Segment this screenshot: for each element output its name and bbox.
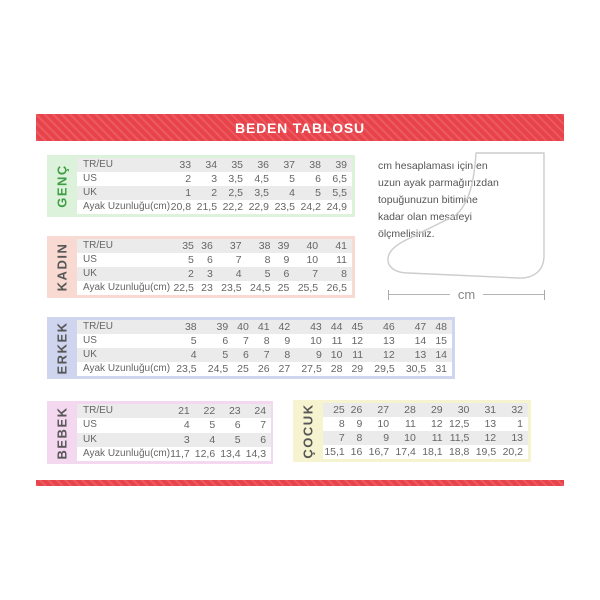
size-cell: 7 [294, 267, 323, 281]
size-cell: 38 [247, 239, 276, 253]
size-cell: 27 [275, 362, 296, 376]
size-cell: 4 [218, 267, 247, 281]
size-cell: 7 [218, 253, 247, 267]
size-cell: 6,5 [326, 172, 352, 186]
size-cell: 26 [254, 362, 275, 376]
size-cell: 9 [350, 417, 368, 431]
size-cell: 10 [295, 334, 327, 348]
size-cell: 20,8 [170, 200, 196, 214]
size-cell: 41 [323, 239, 352, 253]
size-cell: 1 [170, 186, 196, 200]
size-cell: 4 [170, 418, 195, 432]
size-row [77, 200, 352, 214]
size-cell: 12 [347, 334, 368, 348]
size-cell: 23,5 [170, 362, 202, 376]
note-line: kadar olan mesafeyi [378, 211, 472, 223]
row-label: TR/EU [77, 158, 170, 172]
size-cell: 10 [327, 348, 348, 362]
size-cell: 28 [327, 362, 348, 376]
size-cell: 4 [274, 186, 300, 200]
size-cell: 22,2 [222, 200, 248, 214]
size-row [323, 431, 528, 445]
row-label: TR/EU [77, 404, 170, 418]
size-cell: 34 [196, 158, 222, 172]
size-cell: 1 [501, 417, 528, 431]
size-row [323, 445, 528, 459]
size-cell: 14 [431, 348, 452, 362]
size-cell: 12,5 [448, 417, 475, 431]
size-cell: 22,9 [248, 200, 274, 214]
size-cell: 6 [300, 172, 326, 186]
size-cell: 45 [347, 320, 368, 334]
size-cell: 3 [199, 267, 218, 281]
size-cell: 5 [274, 172, 300, 186]
size-cell: 9 [275, 334, 296, 348]
size-cell: 8 [350, 431, 368, 445]
size-cell: 11 [323, 253, 352, 267]
size-cell: 12,6 [195, 447, 220, 461]
size-cell: 8 [247, 253, 276, 267]
size-cell: 31 [474, 403, 501, 417]
size-cell: 5 [195, 418, 220, 432]
size-cell: 23 [199, 281, 218, 295]
size-cell: 28 [394, 403, 421, 417]
size-row [77, 172, 352, 186]
size-cell: 2 [170, 172, 196, 186]
size-grid-cocuk [323, 403, 528, 459]
size-cell: 3,5 [222, 172, 248, 186]
size-cell: 7 [254, 348, 275, 362]
size-cell: 13 [368, 334, 400, 348]
size-cell: 13 [501, 431, 528, 445]
size-row [323, 403, 528, 417]
size-cell: 39 [202, 320, 234, 334]
size-row [77, 267, 352, 281]
size-cell: 26,5 [323, 281, 352, 295]
size-cell: 8 [323, 267, 352, 281]
size-cell: 16 [350, 445, 368, 459]
measure-line-right [483, 294, 544, 295]
size-cell: 15,1 [323, 445, 350, 459]
size-cell: 36 [248, 158, 274, 172]
size-cell: 5 [202, 348, 234, 362]
size-row [77, 418, 271, 432]
size-cell: 2 [196, 186, 222, 200]
note-line: uzun ayak parmağınızdan [378, 177, 499, 189]
size-cell: 4,5 [248, 172, 274, 186]
size-cell: 38 [170, 320, 202, 334]
size-grid-genc [77, 158, 352, 214]
section-label-erkek: ERKEK [54, 321, 70, 375]
size-cell: 46 [368, 320, 400, 334]
size-cell: 14 [400, 334, 432, 348]
size-cell: 24,2 [300, 200, 326, 214]
size-cell: 29 [347, 362, 368, 376]
size-cell: 9 [367, 431, 394, 445]
section-label-kadin: KADIN [54, 242, 70, 292]
size-cell: 3 [196, 172, 222, 186]
measure-line-left [389, 294, 450, 295]
row-label: US [77, 418, 170, 432]
measure-line [388, 288, 545, 301]
size-cell: 9 [295, 348, 327, 362]
size-cell: 25 [233, 362, 254, 376]
size-cell: 10 [367, 417, 394, 431]
size-cell: 17,4 [394, 445, 421, 459]
size-cell: 21 [170, 404, 195, 418]
size-cell: 26 [350, 403, 368, 417]
size-cell: 23,5 [218, 281, 247, 295]
size-cell: 24,9 [326, 200, 352, 214]
size-cell: 12 [368, 348, 400, 362]
size-cell: 14,3 [246, 447, 271, 461]
size-cell: 15 [431, 334, 452, 348]
size-cell: 23,5 [274, 200, 300, 214]
section-label-bebek: BEBEK [54, 405, 70, 460]
note-line: cm hesaplaması için en [378, 160, 488, 172]
size-cell: 22 [195, 404, 220, 418]
row-label: Ayak Uzunluğu(cm) [77, 447, 170, 461]
size-cell: 5 [170, 334, 202, 348]
row-label: US [77, 334, 170, 348]
size-cell: 29,5 [368, 362, 400, 376]
row-label: UK [77, 267, 170, 281]
size-cell: 25 [323, 403, 350, 417]
size-cell: 8 [254, 334, 275, 348]
size-row [77, 158, 352, 172]
section-label-cocuk: ÇOCUK [300, 403, 316, 459]
size-row [77, 348, 452, 362]
size-cell: 5,5 [326, 186, 352, 200]
size-cell: 40 [294, 239, 323, 253]
size-cell: 6 [220, 418, 245, 432]
row-label: TR/EU [77, 239, 170, 253]
size-cell: 25 [275, 281, 294, 295]
size-cell: 38 [300, 158, 326, 172]
size-cell: 37 [274, 158, 300, 172]
size-cell: 43 [295, 320, 327, 334]
note-line: topuğunuzun bitimine [378, 194, 478, 206]
size-cell: 12 [421, 417, 448, 431]
size-cell: 5 [247, 267, 276, 281]
row-label: TR/EU [77, 320, 170, 334]
row-label: US [77, 172, 170, 186]
size-cell: 6 [233, 348, 254, 362]
size-cell: 39 [326, 158, 352, 172]
size-cell: 4 [170, 348, 202, 362]
size-cell: 20,2 [501, 445, 528, 459]
size-cell: 11 [327, 334, 348, 348]
size-cell: 10 [394, 431, 421, 445]
size-row [77, 362, 452, 376]
size-cell: 48 [431, 320, 452, 334]
size-row [77, 334, 452, 348]
size-cell: 47 [400, 320, 432, 334]
size-cell: 11 [394, 417, 421, 431]
footer-band [36, 480, 564, 486]
size-row [77, 281, 352, 295]
size-row [323, 417, 528, 431]
size-cell: 7 [233, 334, 254, 348]
size-cell: 11 [347, 348, 368, 362]
size-cell: 24,5 [202, 362, 234, 376]
cm-label: cm [457, 287, 476, 302]
size-row [77, 447, 271, 461]
size-cell: 7 [323, 431, 350, 445]
measure-tick-right [544, 290, 545, 300]
size-table-cocuk [293, 400, 531, 462]
size-cell: 7 [246, 418, 271, 432]
size-cell: 44 [327, 320, 348, 334]
page-title: BEDEN TABLOSU [235, 119, 365, 136]
size-row [77, 239, 352, 253]
size-cell: 42 [275, 320, 296, 334]
size-cell: 29 [421, 403, 448, 417]
size-cell: 36 [199, 239, 218, 253]
row-label: UK [77, 433, 170, 447]
size-cell: 24 [246, 404, 271, 418]
size-cell: 30,5 [400, 362, 432, 376]
size-cell: 13,4 [220, 447, 245, 461]
size-cell: 6 [246, 433, 271, 447]
size-cell: 35 [170, 239, 199, 253]
size-cell: 25,5 [294, 281, 323, 295]
size-row [77, 253, 352, 267]
row-label: Ayak Uzunluğu(cm) [77, 281, 170, 295]
size-cell: 10 [294, 253, 323, 267]
size-table-erkek [47, 317, 455, 379]
row-label: US [77, 253, 170, 267]
size-cell: 31 [431, 362, 452, 376]
size-cell: 11 [421, 431, 448, 445]
size-cell: 2 [170, 267, 199, 281]
size-cell: 8 [275, 348, 296, 362]
size-cell: 9 [275, 253, 294, 267]
size-cell: 5 [170, 253, 199, 267]
size-row [77, 404, 271, 418]
size-cell: 41 [254, 320, 275, 334]
size-cell: 3,5 [248, 186, 274, 200]
size-cell: 5 [300, 186, 326, 200]
size-cell: 21,5 [196, 200, 222, 214]
size-cell: 32 [501, 403, 528, 417]
size-row [77, 433, 271, 447]
size-row [77, 186, 352, 200]
size-row [77, 320, 452, 334]
section-label-genc: GENÇ [54, 164, 70, 208]
row-label: Ayak Uzunluğu(cm) [77, 362, 170, 376]
size-cell: 8 [323, 417, 350, 431]
size-cell: 23 [220, 404, 245, 418]
size-cell: 39 [275, 239, 294, 253]
header-band [36, 114, 564, 141]
size-table-genc [47, 155, 355, 217]
size-cell: 11,7 [170, 447, 195, 461]
size-grid-kadin [77, 239, 352, 295]
size-cell: 2,5 [222, 186, 248, 200]
size-cell: 13 [400, 348, 432, 362]
row-label: Ayak Uzunluğu(cm) [77, 200, 170, 214]
size-cell: 22,5 [170, 281, 199, 295]
size-table-kadin [47, 236, 355, 298]
size-cell: 18,8 [448, 445, 475, 459]
size-grid-bebek [77, 404, 271, 461]
size-cell: 5 [220, 433, 245, 447]
size-cell: 35 [222, 158, 248, 172]
size-grid-erkek [77, 320, 452, 376]
size-cell: 13 [474, 417, 501, 431]
row-label: UK [77, 348, 170, 362]
size-cell: 27 [367, 403, 394, 417]
note-line: ölçmelisiniz. [378, 228, 435, 240]
size-cell: 3 [170, 433, 195, 447]
size-cell: 27,5 [295, 362, 327, 376]
foot-outline-icon [380, 150, 550, 288]
size-cell: 6 [202, 334, 234, 348]
size-cell: 19,5 [474, 445, 501, 459]
size-cell: 4 [195, 433, 220, 447]
size-cell: 6 [199, 253, 218, 267]
size-cell: 33 [170, 158, 196, 172]
size-cell: 24,5 [247, 281, 276, 295]
row-label: UK [77, 186, 170, 200]
size-table-bebek [47, 401, 273, 464]
size-cell: 12 [474, 431, 501, 445]
size-cell: 18,1 [421, 445, 448, 459]
size-cell: 30 [448, 403, 475, 417]
size-cell: 11,5 [448, 431, 475, 445]
size-cell: 6 [275, 267, 294, 281]
size-cell: 16,7 [367, 445, 394, 459]
size-cell: 40 [233, 320, 254, 334]
size-cell: 37 [218, 239, 247, 253]
